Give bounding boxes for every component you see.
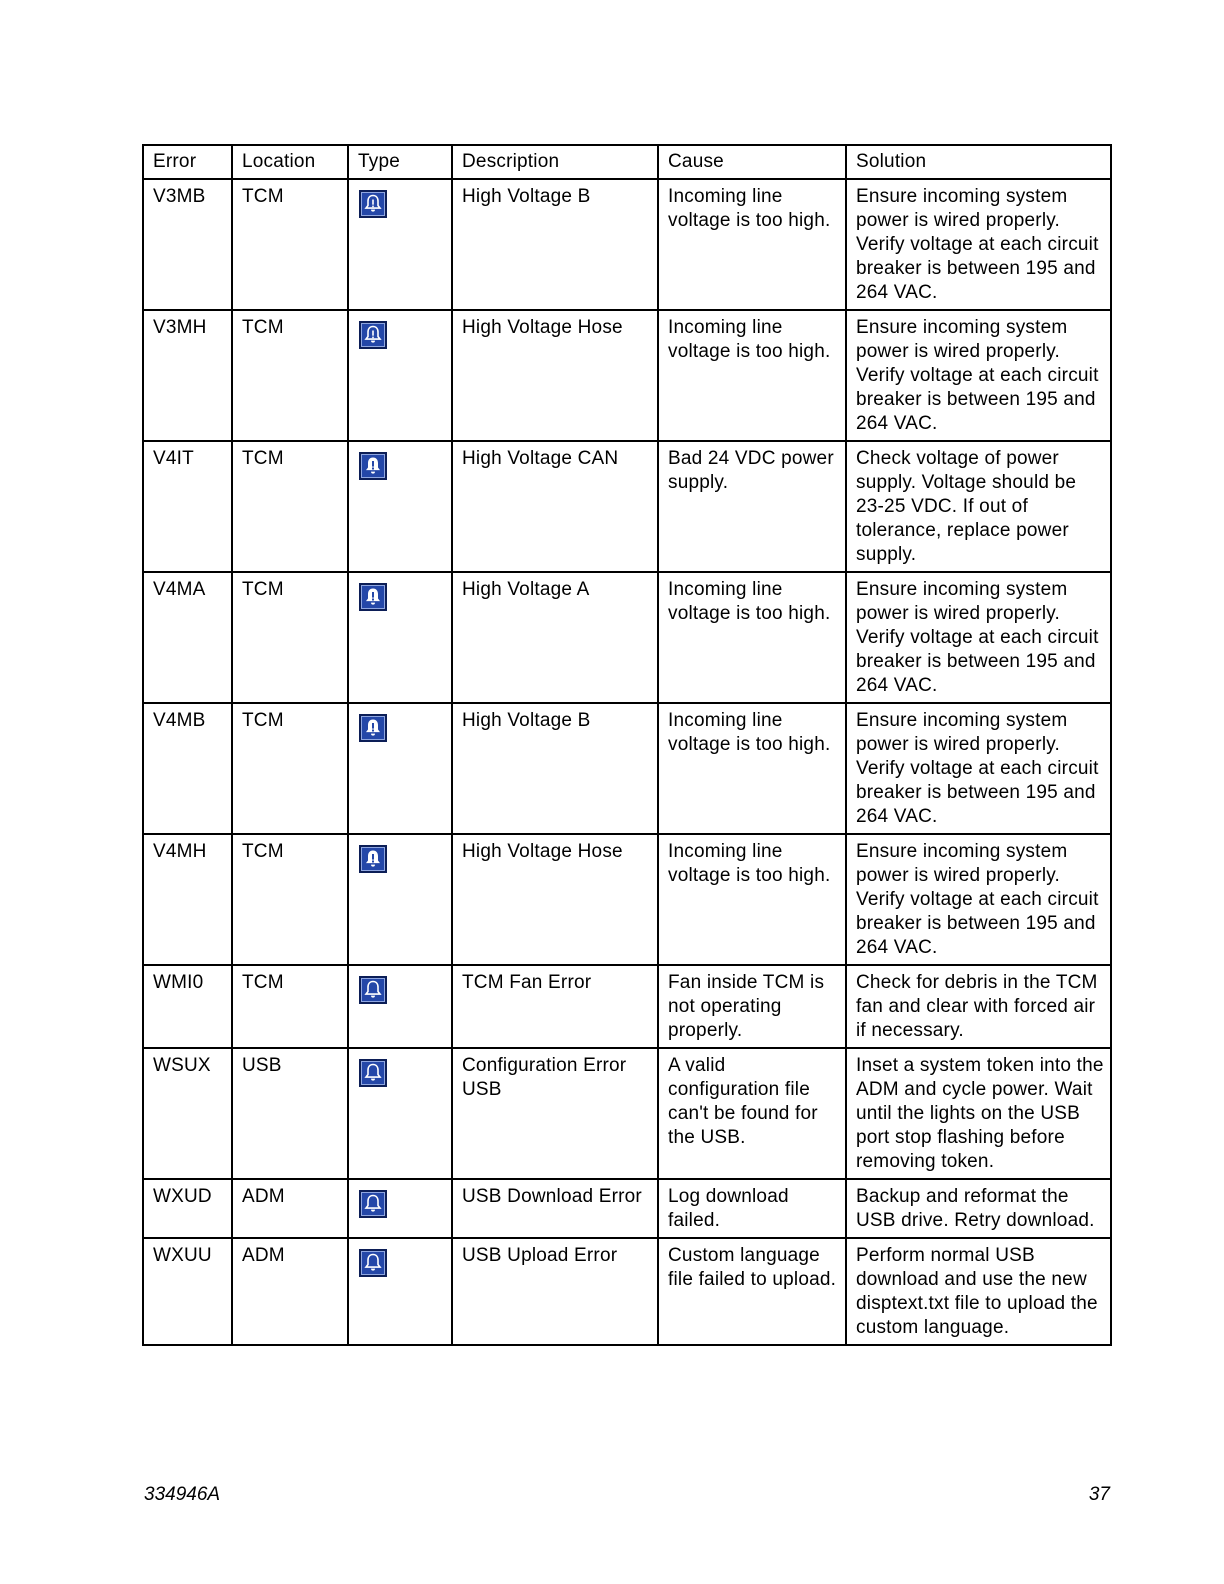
alarm-bell-filled-icon: [359, 583, 387, 611]
type-cell: [348, 1048, 452, 1179]
table-row: [143, 965, 1111, 1048]
error-code-cell: WMI0: [143, 965, 232, 1048]
header-error: Error: [143, 145, 232, 179]
location-cell: TCM: [232, 703, 348, 834]
cause-cell: Log download failed.: [658, 1179, 846, 1238]
solution-cell: Check for debris in the TCM fan and clear with forced air if necessary.: [846, 965, 1111, 1048]
description-cell: TCM Fan Error: [452, 965, 658, 1048]
alarm-bell-filled-icon: [359, 714, 387, 742]
alarm-bell-filled-icon: [359, 845, 387, 873]
description-cell: Configuration Error USB: [452, 1048, 658, 1179]
header-cause: Cause: [658, 145, 846, 179]
cause-cell: Incoming line voltage is too high.: [658, 572, 846, 703]
cause-cell: Custom language file failed to upload.: [658, 1238, 846, 1345]
alarm-bell-outline-icon: [359, 321, 387, 349]
location-cell: TCM: [232, 441, 348, 572]
solution-cell: Backup and reformat the USB drive. Retry download.: [846, 1179, 1111, 1238]
cause-cell: Incoming line voltage is too high.: [658, 310, 846, 441]
location-cell: TCM: [232, 965, 348, 1048]
error-code-cell: WXUU: [143, 1238, 232, 1345]
location-cell: TCM: [232, 572, 348, 703]
cause-cell: Incoming line voltage is too high.: [658, 834, 846, 965]
error-code-cell: V3MH: [143, 310, 232, 441]
cause-cell: Incoming line voltage is too high.: [658, 179, 846, 310]
table-row: [143, 1179, 1111, 1238]
type-cell: [348, 441, 452, 572]
cause-cell: Incoming line voltage is too high.: [658, 703, 846, 834]
error-code-cell: WXUD: [143, 1179, 232, 1238]
description-cell: USB Upload Error: [452, 1238, 658, 1345]
type-cell: [348, 965, 452, 1048]
alarm-bell-filled-icon: [359, 452, 387, 480]
advisory-bell-icon: [359, 1190, 387, 1218]
type-cell: [348, 310, 452, 441]
table-row: [143, 310, 1111, 441]
solution-cell: Ensure incoming system power is wired properly. Verify voltage at each circuit breaker is between 195 and 264 VAC.: [846, 834, 1111, 965]
header-description: Description: [452, 145, 658, 179]
solution-cell: Ensure incoming system power is wired properly. Verify voltage at each circuit breaker is between 195 and 264 VAC.: [846, 310, 1111, 441]
location-cell: TCM: [232, 310, 348, 441]
location-cell: TCM: [232, 179, 348, 310]
location-cell: ADM: [232, 1179, 348, 1238]
cause-cell: Bad 24 VDC power supply.: [658, 441, 846, 572]
type-cell: [348, 1179, 452, 1238]
table-row: [143, 179, 1111, 310]
table-row: [143, 1238, 1111, 1345]
description-cell: High Voltage B: [452, 703, 658, 834]
location-cell: TCM: [232, 834, 348, 965]
description-cell: High Voltage Hose: [452, 834, 658, 965]
page-number: 37: [1088, 1484, 1110, 1505]
table-row: [143, 703, 1111, 834]
type-cell: [348, 572, 452, 703]
error-code-cell: WSUX: [143, 1048, 232, 1179]
error-code-cell: V3MB: [143, 179, 232, 310]
description-cell: High Voltage Hose: [452, 310, 658, 441]
description-cell: USB Download Error: [452, 1179, 658, 1238]
alarm-bell-outline-icon: [359, 190, 387, 218]
error-code-cell: V4MB: [143, 703, 232, 834]
header-solution: Solution: [846, 145, 1111, 179]
table-row: [143, 834, 1111, 965]
type-cell: [348, 834, 452, 965]
header-location: Location: [232, 145, 348, 179]
table-row: [143, 1048, 1111, 1179]
advisory-bell-icon: [359, 976, 387, 1004]
solution-cell: Ensure incoming system power is wired properly. Verify voltage at each circuit breaker is between 195 and 264 VAC.: [846, 179, 1111, 310]
description-cell: High Voltage B: [452, 179, 658, 310]
solution-cell: Inset a system token into the ADM and cycle power. Wait until the lights on the USB port stop flashing before removing token.: [846, 1048, 1111, 1179]
type-cell: [348, 703, 452, 834]
solution-cell: Ensure incoming system power is wired properly. Verify voltage at each circuit breaker is between 195 and 264 VAC.: [846, 703, 1111, 834]
cause-cell: A valid configuration file can't be found for the USB.: [658, 1048, 846, 1179]
type-cell: [348, 1238, 452, 1345]
error-code-cell: V4IT: [143, 441, 232, 572]
error-table: [142, 144, 1112, 1346]
description-cell: High Voltage A: [452, 572, 658, 703]
document-number: 334946A: [144, 1484, 221, 1505]
table-header-row: [143, 145, 1111, 179]
advisory-bell-icon: [359, 1059, 387, 1087]
description-cell: High Voltage CAN: [452, 441, 658, 572]
solution-cell: Perform normal USB download and use the new disptext.txt file to upload the custom language.: [846, 1238, 1111, 1345]
error-code-cell: V4MA: [143, 572, 232, 703]
type-cell: [348, 179, 452, 310]
cause-cell: Fan inside TCM is not operating properly.: [658, 965, 846, 1048]
location-cell: USB: [232, 1048, 348, 1179]
error-code-cell: V4MH: [143, 834, 232, 965]
solution-cell: Ensure incoming system power is wired properly. Verify voltage at each circuit breaker is between 195 and 264 VAC.: [846, 572, 1111, 703]
advisory-bell-icon: [359, 1249, 387, 1277]
solution-cell: Check voltage of power supply. Voltage should be 23-25 VDC. If out of tolerance, replace power supply.: [846, 441, 1111, 572]
table-row: [143, 441, 1111, 572]
header-type: Type: [348, 145, 452, 179]
location-cell: ADM: [232, 1238, 348, 1345]
table-row: [143, 572, 1111, 703]
